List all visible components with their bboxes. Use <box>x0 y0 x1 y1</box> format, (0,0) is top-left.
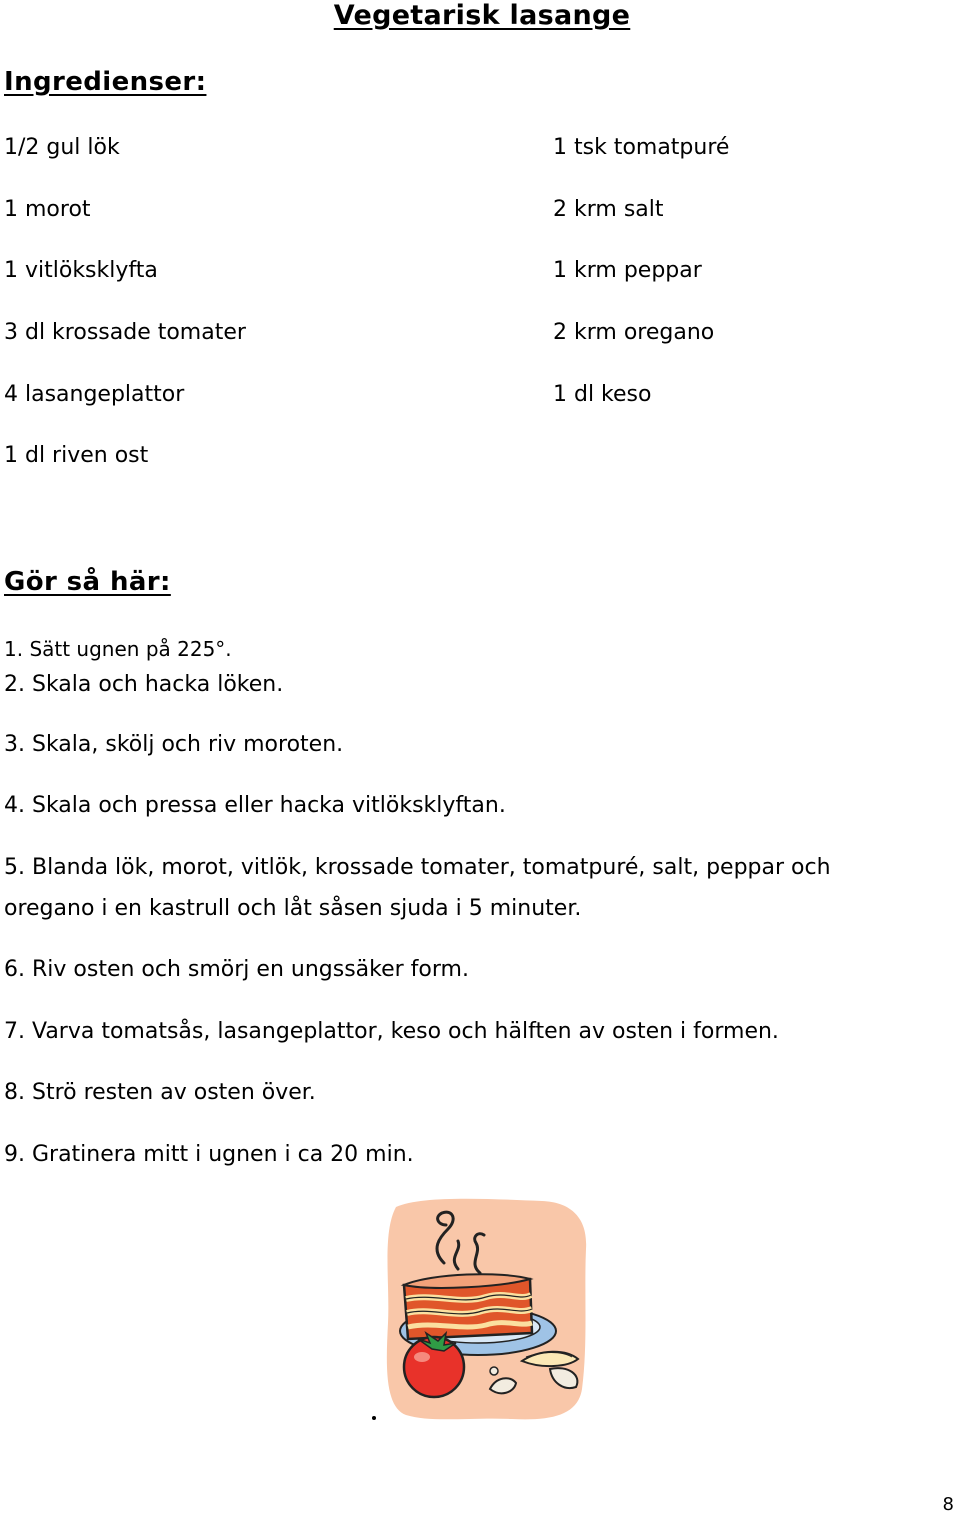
recipe-title: Vegetarisk lasange <box>333 0 631 31</box>
instruction-step: 1. Sätt ugnen på 225°. <box>4 637 232 661</box>
ingredient-item: 4 lasangeplattor <box>4 382 185 407</box>
instruction-step: 8. Strö resten av osten över. <box>4 1080 316 1105</box>
ingredient-item: 1 morot <box>4 197 91 222</box>
ingredient-item: 1 dl riven ost <box>4 443 149 468</box>
instruction-step: 2. Skala och hacka löken. <box>4 672 284 697</box>
dot-mark <box>372 1416 376 1420</box>
instructions-heading: Gör så här: <box>4 567 171 597</box>
instruction-step: 7. Varva tomatsås, lasangeplattor, keso och hälften av osten i formen. <box>4 1019 779 1044</box>
ingredient-item: 1 tsk tomatpuré <box>553 135 730 160</box>
ingredient-item: 2 krm salt <box>553 197 664 222</box>
page-number: 8 <box>942 1494 954 1515</box>
instruction-step: 6. Riv osten och smörj en ungssäker form. <box>4 957 469 982</box>
instruction-step: 4. Skala och pressa eller hacka vitlöksklyftan. <box>4 793 506 818</box>
ingredient-item: 3 dl krossade tomater <box>4 320 246 345</box>
instruction-step-continuation: oregano i en kastrull och låt såsen sjuda i 5 minuter. <box>4 896 582 921</box>
ingredient-item: 1/2 gul lök <box>4 135 120 160</box>
ingredient-item: 2 krm oregano <box>553 320 715 345</box>
ingredient-item: 1 dl keso <box>553 382 652 407</box>
ingredient-item: 1 vitlöksklyfta <box>4 258 158 283</box>
ingredient-item: 1 krm peppar <box>553 258 702 283</box>
ingredients-heading: Ingredienser: <box>4 67 207 97</box>
lasagna-clipart-icon <box>382 1193 594 1425</box>
instruction-step: 3. Skala, skölj och riv moroten. <box>4 732 344 757</box>
instruction-step: 9. Gratinera mitt i ugnen i ca 20 min. <box>4 1142 414 1167</box>
instruction-step: 5. Blanda lök, morot, vitlök, krossade tomater, tomatpuré, salt, peppar och <box>4 855 831 880</box>
